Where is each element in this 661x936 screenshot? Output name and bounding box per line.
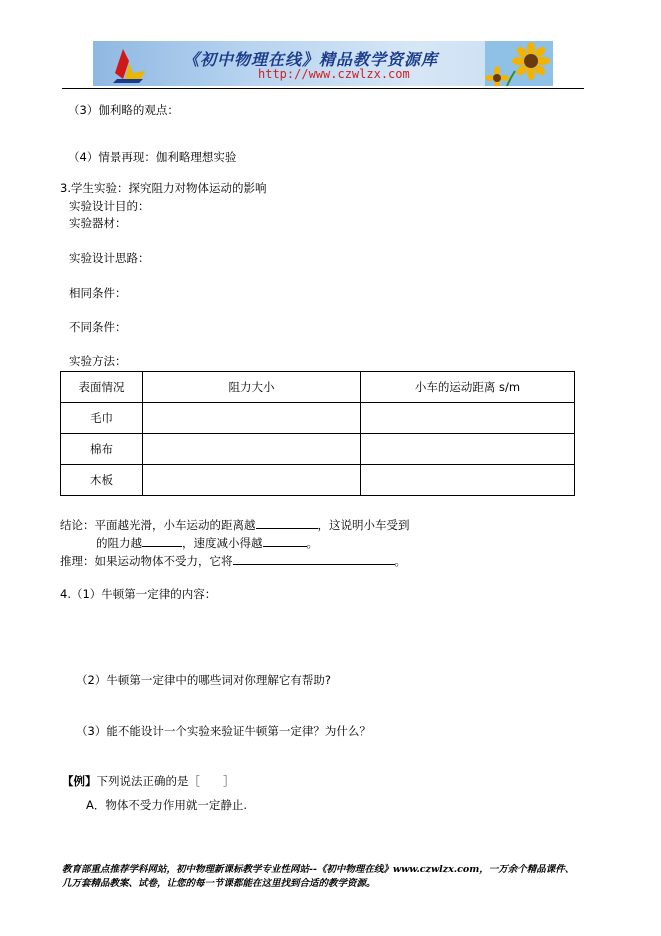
- conclusion-text: 。: [306, 536, 318, 550]
- resistance-cell[interactable]: [143, 465, 361, 496]
- conclusion-text: 的阻力越: [96, 536, 142, 550]
- distance-cell[interactable]: [361, 434, 575, 465]
- table-header-cell: 阻力大小: [143, 372, 361, 403]
- newton-question-3: （3）能不能设计一个实验来验证牛顿第一定律？为什么？: [76, 724, 371, 738]
- different-conditions: 不同条件：: [69, 320, 127, 334]
- answer-blank[interactable]: [233, 553, 395, 565]
- example-option-a: A．物体不受力作用就一定静止.: [86, 798, 248, 812]
- experiment-purpose: 实验设计目的：: [69, 199, 150, 213]
- conclusion-line-1: [60, 517, 410, 532]
- inference-text: 推理：如果运动物体不受力，它将: [60, 554, 233, 568]
- experiment-equipment: 实验器材：: [69, 216, 127, 230]
- conclusion-line-2: [96, 535, 318, 550]
- site-logo-icon: [103, 43, 153, 85]
- table-row: [61, 465, 575, 496]
- newton-question-2: （2）牛顿第一定律中的哪些词对你理解它有帮助?: [76, 673, 331, 687]
- surface-label: 棉布: [61, 434, 143, 465]
- experiment-method: 实验方法：: [69, 354, 127, 368]
- experiment-idea: 实验设计思路：: [69, 251, 150, 265]
- banner-url[interactable]: http://www.czwlzx.com: [258, 67, 410, 81]
- example-question: [62, 776, 235, 788]
- same-conditions: 相同条件：: [69, 286, 127, 300]
- newton-question-1: 4.（1）牛顿第一定律的内容：: [60, 587, 217, 601]
- surface-label: 毛巾: [61, 403, 143, 434]
- galileo-view: （3）伽利略的观点：: [68, 103, 179, 117]
- conclusion-text: 结论：平面越光滑，小车运动的距离越: [60, 518, 256, 532]
- conclusion-text: ，速度减小得越: [182, 536, 263, 550]
- table-header-cell: 表面情况: [61, 372, 143, 403]
- example-tag: 【例】: [62, 774, 97, 788]
- resistance-cell[interactable]: [143, 434, 361, 465]
- table-row: [61, 434, 575, 465]
- experiment-heading: 3.学生实验：探究阻力对物体运动的影响: [60, 181, 267, 195]
- example-text: 下列说法正确的是［ ］: [96, 774, 235, 788]
- header-rule: [62, 88, 584, 89]
- conclusion-text: ，这说明小车受到: [317, 518, 410, 532]
- experiment-table: [60, 371, 575, 496]
- footer-line-2: 几万套精品教案、试卷，让您的每一节课都能在这里找到合适的教学资源。: [62, 878, 376, 889]
- distance-cell[interactable]: [361, 465, 575, 496]
- distance-cell[interactable]: [361, 403, 575, 434]
- banner-title: 《初中物理在线》精品教学资源库: [183, 50, 439, 69]
- answer-blank[interactable]: [142, 535, 182, 547]
- answer-blank[interactable]: [263, 535, 307, 547]
- table-row: [61, 403, 575, 434]
- scene-reproduction: （4）情景再现：伽利略理想实验: [68, 150, 237, 164]
- answer-blank[interactable]: [256, 517, 318, 529]
- inference-text: 。: [394, 554, 406, 568]
- header-banner: [93, 41, 553, 86]
- sunflower-icon: [485, 41, 553, 86]
- table-header-row: [61, 372, 575, 403]
- footer-line-1: 教育部重点推荐学科网站，初中物理新课标教学专业性网站--《初中物理在线》www.czwlzx.com，一万余个精品课件、: [62, 864, 575, 875]
- surface-label: 木板: [61, 465, 143, 496]
- resistance-cell[interactable]: [143, 403, 361, 434]
- table-header-cell: 小车的运动距离 s/m: [361, 372, 575, 403]
- inference-line: [60, 553, 406, 568]
